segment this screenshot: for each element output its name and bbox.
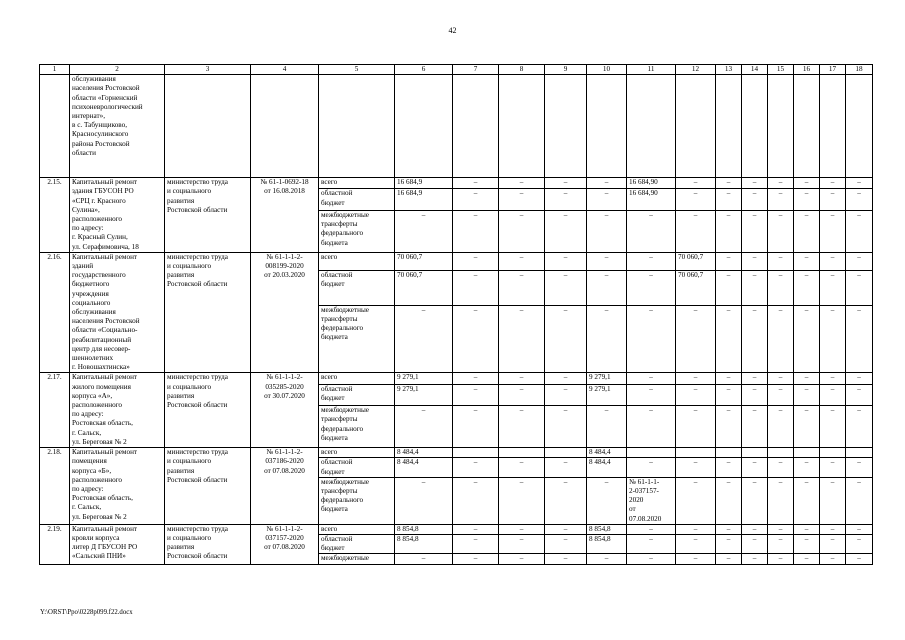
cell-value: – xyxy=(627,252,676,270)
cell-source: межбюджетные трансферты федерального бюджета xyxy=(319,477,395,524)
cell-object: Капитальный ремонт жилого помещения корпуса «А», расположенного по адресу: Ростовская область, г. Сальск, ул. Береговая № 2 xyxy=(70,373,165,448)
cell-value: – xyxy=(716,305,742,373)
cell-num xyxy=(40,75,70,178)
cell-value: – xyxy=(768,178,794,189)
cell-value: – xyxy=(794,554,820,564)
column-number: 2 xyxy=(70,65,165,75)
cell-value: – xyxy=(545,534,587,553)
cell-value: – xyxy=(676,305,716,373)
column-number: 12 xyxy=(676,65,716,75)
cell-source: областной бюджет xyxy=(319,458,395,477)
cell-value: – xyxy=(627,210,676,252)
cell-value: – xyxy=(545,178,587,189)
cell-value: – xyxy=(846,189,873,210)
cell-value: – xyxy=(545,210,587,252)
cell-value: – xyxy=(627,554,676,564)
cell-value: – xyxy=(716,554,742,564)
footer-file-path: Y:\ORST\Ppo\0228p099.f22.docx xyxy=(40,609,133,616)
cell-value: – xyxy=(794,305,820,373)
cell-value: 70 060,7 xyxy=(395,271,453,306)
cell-num: 2.15. xyxy=(40,178,70,253)
cell-value: – xyxy=(676,458,716,477)
cell-value: 9 279,1 xyxy=(395,384,453,405)
cell-value: – xyxy=(453,534,499,553)
table-row xyxy=(40,524,873,534)
cell-value: – xyxy=(395,554,453,564)
cell-value: – xyxy=(499,406,545,448)
cell-value: – xyxy=(846,178,873,189)
cell-source: межбюджетные xyxy=(319,554,395,564)
column-number: 13 xyxy=(716,65,742,75)
cell-value: – xyxy=(587,189,627,210)
column-number: 3 xyxy=(165,65,251,75)
cell-value: – xyxy=(742,373,768,384)
cell-value: – xyxy=(545,524,587,534)
cell-value: – xyxy=(453,406,499,448)
cell-source: всего xyxy=(319,448,395,458)
cell-value: 8 484,4 xyxy=(395,458,453,477)
cell-ministry xyxy=(165,75,251,178)
cell-value xyxy=(820,448,846,458)
cell-value: – xyxy=(716,189,742,210)
cell-value xyxy=(499,75,545,178)
cell-value: – xyxy=(453,373,499,384)
cell-value: – xyxy=(820,477,846,524)
cell-source: межбюджетные трансферты федерального бюджета xyxy=(319,406,395,448)
page-number: 42 xyxy=(448,26,457,35)
column-number: 1 xyxy=(40,65,70,75)
cell-ministry: министерство труда и социального развития Ростовской области xyxy=(165,373,251,448)
cell-value: – xyxy=(794,477,820,524)
cell-doc: № 61-1-1-2- 035285-2020 от 30.07.2020 xyxy=(251,373,319,448)
cell-value xyxy=(676,448,716,458)
cell-value: № 61-1-1- 2-037157- 2020 от 07.08.2020 xyxy=(627,477,676,524)
cell-value xyxy=(768,75,794,178)
cell-value: 8 854,8 xyxy=(587,534,627,553)
cell-value: – xyxy=(820,554,846,564)
cell-value: – xyxy=(742,210,768,252)
cell-value: – xyxy=(716,384,742,405)
column-number: 18 xyxy=(846,65,873,75)
cell-value: – xyxy=(545,406,587,448)
cell-value xyxy=(716,75,742,178)
cell-value: – xyxy=(716,210,742,252)
cell-value: – xyxy=(794,524,820,534)
cell-value: – xyxy=(742,252,768,270)
cell-value: – xyxy=(768,384,794,405)
cell-object: Капитальный ремонт кровли корпуса литер Д ГБУСОН РО «Сальский ПНИ» xyxy=(70,524,165,564)
cell-value: – xyxy=(716,271,742,306)
cell-source: межбюджетные трансферты федерального бюджета xyxy=(319,210,395,252)
cell-value: – xyxy=(395,210,453,252)
cell-value xyxy=(587,75,627,178)
cell-value: – xyxy=(453,477,499,524)
cell-source: межбюджетные трансферты федерального бюджета xyxy=(319,305,395,373)
cell-value: – xyxy=(794,373,820,384)
cell-value: – xyxy=(627,305,676,373)
column-number: 7 xyxy=(453,65,499,75)
cell-value: – xyxy=(499,210,545,252)
column-number: 8 xyxy=(499,65,545,75)
cell-value: – xyxy=(453,305,499,373)
cell-value: – xyxy=(742,178,768,189)
cell-value: – xyxy=(794,384,820,405)
column-number: 11 xyxy=(627,65,676,75)
budget-table xyxy=(39,64,873,565)
cell-ministry: министерство труда и социального развития Ростовской области xyxy=(165,524,251,564)
column-number-row xyxy=(40,65,873,75)
cell-value: – xyxy=(545,384,587,405)
cell-value: – xyxy=(395,477,453,524)
cell-doc xyxy=(251,75,319,178)
cell-value: 70 060,7 xyxy=(676,271,716,306)
cell-value xyxy=(545,75,587,178)
cell-value: – xyxy=(742,524,768,534)
cell-value: – xyxy=(545,252,587,270)
column-number: 4 xyxy=(251,65,319,75)
cell-value: – xyxy=(499,458,545,477)
column-number: 10 xyxy=(587,65,627,75)
cell-value: – xyxy=(453,458,499,477)
cell-value: – xyxy=(545,373,587,384)
cell-value: – xyxy=(499,554,545,564)
cell-value: – xyxy=(676,178,716,189)
column-number: 16 xyxy=(794,65,820,75)
cell-value: – xyxy=(627,524,676,534)
cell-value: – xyxy=(453,252,499,270)
cell-value: – xyxy=(587,252,627,270)
cell-value: – xyxy=(794,271,820,306)
cell-value: – xyxy=(716,524,742,534)
cell-ministry: министерство труда и социального развития Ростовской области xyxy=(165,178,251,253)
cell-object: Капитальный ремонт помещения корпуса «Б», расположенного по адресу: Ростовская область, г. Сальск, ул. Береговая № 2 xyxy=(70,448,165,525)
cell-source: всего xyxy=(319,373,395,384)
cell-value: – xyxy=(676,406,716,448)
cell-value: – xyxy=(545,554,587,564)
cell-value: – xyxy=(395,305,453,373)
cell-object: Капитальный ремонт зданий государственного бюджетного учреждения социального обслуживания населения Ростовской области «Социально- реабилитационный центр для несовер- шеннолетних г. Новошахтинска» xyxy=(70,252,165,373)
cell-object: Капитальный ремонт здания ГБУСОН РО «СРЦ г. Красного Сулина», расположенного по адресу: г. Красный Сулин, ул. Серафимовича, 18 xyxy=(70,178,165,253)
cell-value: – xyxy=(395,406,453,448)
cell-value: – xyxy=(627,373,676,384)
cell-value: – xyxy=(453,384,499,405)
cell-value: – xyxy=(820,373,846,384)
cell-value: – xyxy=(742,406,768,448)
cell-value xyxy=(820,75,846,178)
cell-value: – xyxy=(768,534,794,553)
cell-value: – xyxy=(768,305,794,373)
cell-value: – xyxy=(627,534,676,553)
cell-num: 2.16. xyxy=(40,252,70,373)
cell-value: – xyxy=(820,524,846,534)
continuation-row xyxy=(40,75,873,178)
cell-value: – xyxy=(716,534,742,553)
cell-value: 70 060,7 xyxy=(676,252,716,270)
cell-value: – xyxy=(453,189,499,210)
column-number: 17 xyxy=(820,65,846,75)
cell-value: – xyxy=(499,534,545,553)
cell-value: – xyxy=(742,305,768,373)
cell-value: – xyxy=(587,178,627,189)
cell-value xyxy=(676,75,716,178)
cell-value: – xyxy=(545,477,587,524)
cell-ministry: министерство труда и социального развития Ростовской области xyxy=(165,252,251,373)
cell-value xyxy=(395,75,453,178)
cell-value: 70 060,7 xyxy=(395,252,453,270)
table-row xyxy=(40,373,873,384)
table-row xyxy=(40,178,873,189)
cell-num: 2.17. xyxy=(40,373,70,448)
cell-value: – xyxy=(545,458,587,477)
cell-value: – xyxy=(794,534,820,553)
cell-value xyxy=(627,448,676,458)
cell-value: – xyxy=(820,534,846,553)
cell-value: – xyxy=(846,373,873,384)
cell-value: 9 279,1 xyxy=(395,373,453,384)
cell-value: – xyxy=(820,271,846,306)
cell-value: – xyxy=(794,252,820,270)
cell-value: – xyxy=(627,458,676,477)
cell-value: 16 684,9 xyxy=(395,189,453,210)
cell-value: – xyxy=(820,252,846,270)
cell-source: всего xyxy=(319,524,395,534)
budget-table-container xyxy=(39,64,862,565)
cell-value: – xyxy=(846,554,873,564)
cell-value: 9 279,1 xyxy=(587,384,627,405)
cell-doc: № 61-1-1-2- 008199-2020 от 20.03.2020 xyxy=(251,252,319,373)
cell-value: – xyxy=(453,271,499,306)
cell-ministry: министерство труда и социального развития Ростовской области xyxy=(165,448,251,525)
column-number: 14 xyxy=(742,65,768,75)
cell-value xyxy=(499,448,545,458)
cell-source: областной бюджет xyxy=(319,384,395,405)
cell-value: – xyxy=(499,252,545,270)
cell-value: 8 854,8 xyxy=(587,524,627,534)
cell-value: – xyxy=(453,554,499,564)
cell-value xyxy=(453,448,499,458)
cell-value: – xyxy=(676,524,716,534)
cell-value xyxy=(768,448,794,458)
cell-value: – xyxy=(499,178,545,189)
cell-value: – xyxy=(499,384,545,405)
cell-value: – xyxy=(820,406,846,448)
cell-value: – xyxy=(820,305,846,373)
column-number: 6 xyxy=(395,65,453,75)
cell-value: – xyxy=(768,554,794,564)
cell-value: – xyxy=(820,189,846,210)
cell-source: областной бюджет xyxy=(319,271,395,306)
cell-value: – xyxy=(846,210,873,252)
cell-value xyxy=(846,448,873,458)
cell-source: всего xyxy=(319,252,395,270)
cell-value xyxy=(794,75,820,178)
cell-value: – xyxy=(768,458,794,477)
cell-value: – xyxy=(716,458,742,477)
cell-value: 8 484,4 xyxy=(395,448,453,458)
cell-value: – xyxy=(794,189,820,210)
column-number: 5 xyxy=(319,65,395,75)
cell-value: – xyxy=(768,477,794,524)
cell-value: – xyxy=(742,534,768,553)
cell-value: – xyxy=(499,477,545,524)
cell-value: – xyxy=(545,271,587,306)
cell-doc: № 61-1-0692-18 от 16.08.2018 xyxy=(251,178,319,253)
cell-value: – xyxy=(742,384,768,405)
cell-value: 8 484,4 xyxy=(587,448,627,458)
cell-value: – xyxy=(676,210,716,252)
cell-value: – xyxy=(587,210,627,252)
cell-value: – xyxy=(768,189,794,210)
cell-doc: № 61-1-1-2- 037157-2020 от 07.08.2020 xyxy=(251,524,319,564)
cell-value: – xyxy=(453,178,499,189)
cell-value: – xyxy=(545,305,587,373)
cell-doc: № 61-1-1-2- 037186-2020 от 07.08.2020 xyxy=(251,448,319,525)
column-number: 15 xyxy=(768,65,794,75)
cell-num: 2.19. xyxy=(40,524,70,564)
cell-value: – xyxy=(716,373,742,384)
cell-value: – xyxy=(453,210,499,252)
cell-object: обслуживания населения Ростовской области «Горненский психоневрологический интернат», в с. Табунщиково, Красносулинского района Ростовской области xyxy=(70,75,165,178)
cell-value: – xyxy=(587,305,627,373)
cell-value: – xyxy=(742,189,768,210)
cell-value: – xyxy=(768,406,794,448)
cell-value: 8 854,8 xyxy=(395,534,453,553)
cell-value: – xyxy=(676,554,716,564)
cell-value: – xyxy=(794,210,820,252)
cell-value: – xyxy=(846,477,873,524)
cell-value xyxy=(742,448,768,458)
cell-value: 16 684,9 xyxy=(395,178,453,189)
cell-value: 9 279,1 xyxy=(587,373,627,384)
cell-value: – xyxy=(846,271,873,306)
cell-source: областной бюджет xyxy=(319,189,395,210)
column-number: 9 xyxy=(545,65,587,75)
cell-value: – xyxy=(676,477,716,524)
cell-value: – xyxy=(820,458,846,477)
cell-value: – xyxy=(499,305,545,373)
table-row xyxy=(40,252,873,270)
cell-value: – xyxy=(846,252,873,270)
cell-value: – xyxy=(499,524,545,534)
cell-value: 8 854,8 xyxy=(395,524,453,534)
cell-value: – xyxy=(846,534,873,553)
cell-value: – xyxy=(794,178,820,189)
cell-value: – xyxy=(742,271,768,306)
cell-value: – xyxy=(820,210,846,252)
cell-value: – xyxy=(627,384,676,405)
cell-value: – xyxy=(820,178,846,189)
cell-value: – xyxy=(499,189,545,210)
cell-value: – xyxy=(768,271,794,306)
cell-value: – xyxy=(716,252,742,270)
table-row xyxy=(40,448,873,458)
cell-value: – xyxy=(587,406,627,448)
cell-value: – xyxy=(768,373,794,384)
cell-value xyxy=(545,448,587,458)
cell-value: – xyxy=(587,477,627,524)
cell-value: – xyxy=(587,554,627,564)
cell-value: – xyxy=(716,406,742,448)
cell-value: – xyxy=(499,373,545,384)
cell-value: 8 484,4 xyxy=(587,458,627,477)
cell-value: – xyxy=(768,524,794,534)
cell-value: – xyxy=(846,458,873,477)
cell-value: – xyxy=(676,534,716,553)
cell-source xyxy=(319,75,395,178)
cell-source: областной бюджет xyxy=(319,534,395,553)
cell-value: – xyxy=(846,406,873,448)
cell-value: – xyxy=(676,384,716,405)
cell-value xyxy=(742,75,768,178)
cell-value: – xyxy=(716,477,742,524)
cell-value: – xyxy=(742,477,768,524)
cell-value: – xyxy=(794,406,820,448)
cell-value xyxy=(794,448,820,458)
cell-value: – xyxy=(453,524,499,534)
cell-value xyxy=(627,75,676,178)
cell-value xyxy=(716,448,742,458)
cell-value: – xyxy=(846,524,873,534)
cell-value: – xyxy=(846,384,873,405)
cell-value: – xyxy=(676,189,716,210)
cell-value: 16 684,90 xyxy=(627,178,676,189)
cell-value: 16 684,90 xyxy=(627,189,676,210)
cell-value: – xyxy=(587,271,627,306)
cell-value: – xyxy=(545,189,587,210)
cell-value: – xyxy=(742,554,768,564)
cell-value: – xyxy=(499,271,545,306)
cell-value: – xyxy=(846,305,873,373)
cell-num: 2.18. xyxy=(40,448,70,525)
cell-value: – xyxy=(768,252,794,270)
cell-value: – xyxy=(768,210,794,252)
cell-value: – xyxy=(742,458,768,477)
cell-value xyxy=(846,75,873,178)
cell-value: – xyxy=(716,178,742,189)
cell-source: всего xyxy=(319,178,395,189)
cell-value: – xyxy=(676,373,716,384)
cell-value: – xyxy=(794,458,820,477)
cell-value xyxy=(453,75,499,178)
cell-value: – xyxy=(627,406,676,448)
table-body xyxy=(40,65,873,565)
cell-value: – xyxy=(627,271,676,306)
cell-value: – xyxy=(820,384,846,405)
